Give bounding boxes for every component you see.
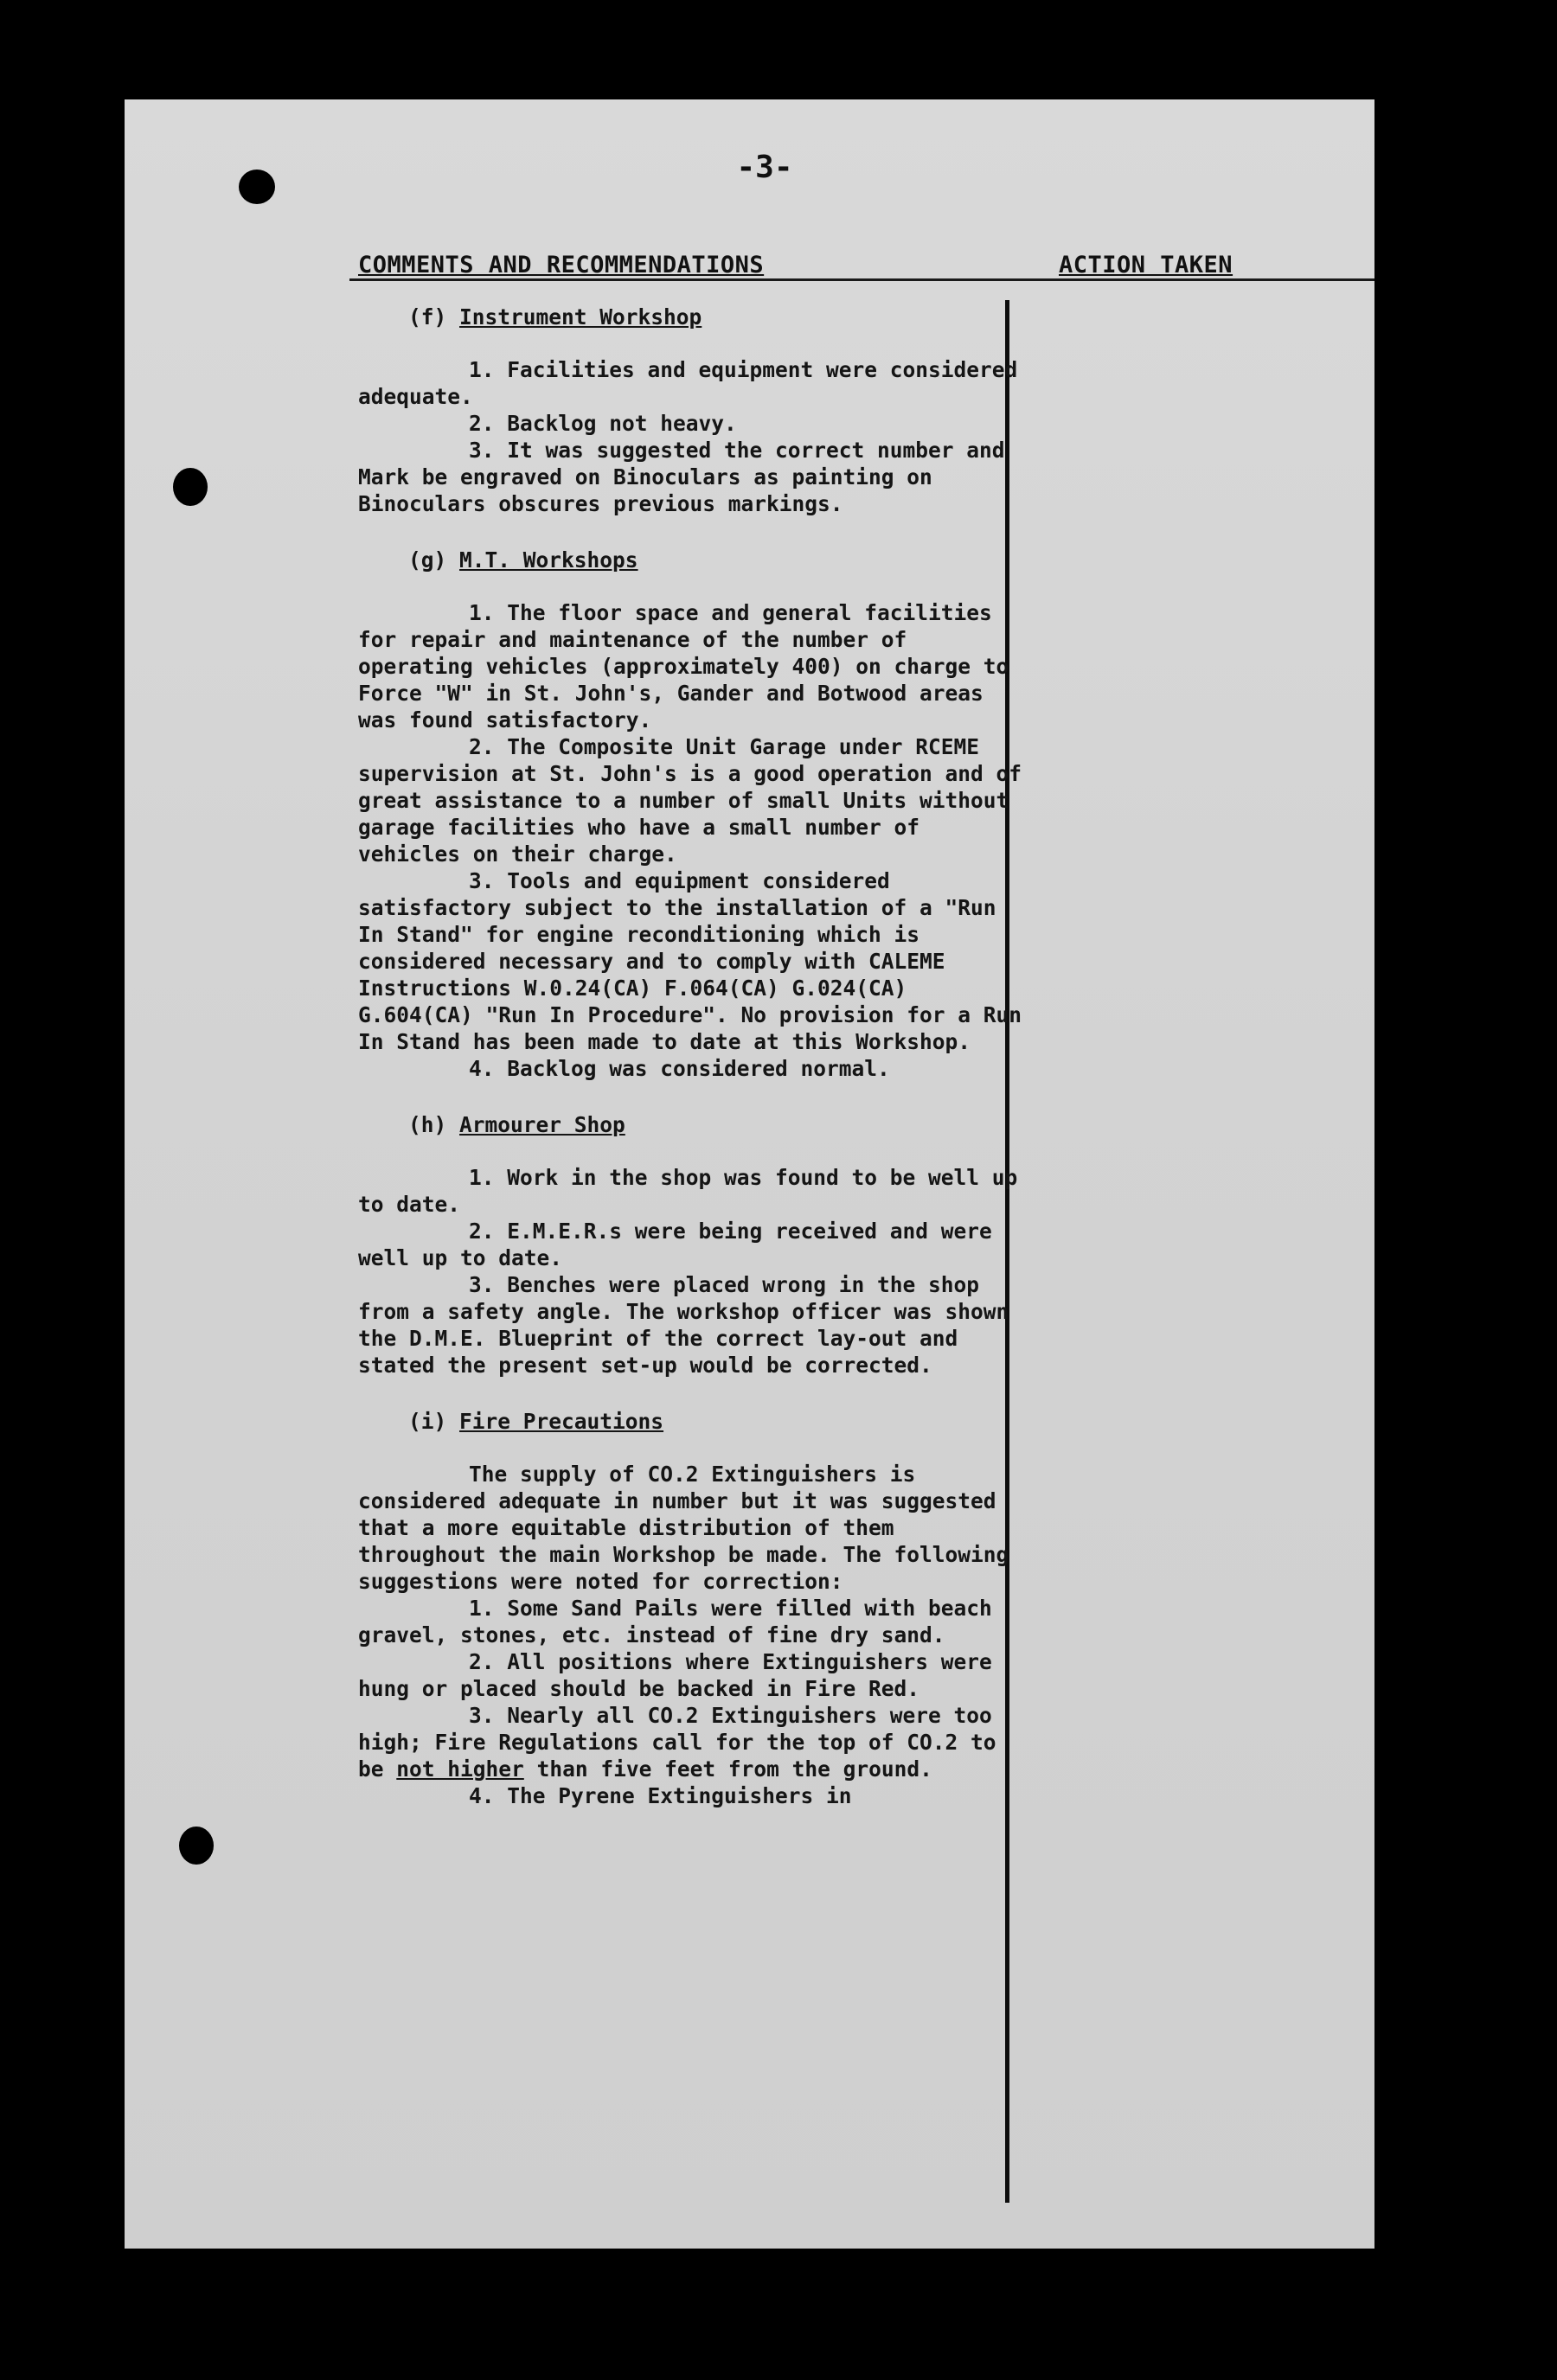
section-heading-h: [408, 1111, 1024, 1138]
paragraph: 2. The Composite Unit Garage under RCEME supervision at St. John's is a good operation and of great assistance to a number of small Units without garage facilities who have a small number of vehicles on their charge.: [358, 734, 1035, 867]
paragraph: 2. Backlog not heavy.: [469, 411, 737, 436]
paragraph: 3. It was suggested the correct number and Mark be engraved on Binoculars as painting on Binoculars obscures previous markings.: [358, 438, 1018, 516]
column-header-comments: COMMENTS AND RECOMMENDATIONS: [358, 252, 765, 278]
page-number: -3-: [736, 150, 793, 185]
paragraph: 1. The floor space and general facilities for repair and maintenance of the number of operating vehicles (approximately 400) on charge to Force "W" in St. John's, Gander and Botwood areas was found satisfactory.: [358, 600, 1022, 733]
paragraph: 3. Benches were placed wrong in the shop from a safety angle. The workshop officer was shown the D.M.E. Blueprint of the correct lay-out and stated the present set-up would be corrected.: [358, 1272, 1022, 1378]
section-title: Fire Precautions: [459, 1409, 664, 1434]
header-rule: [349, 278, 1374, 281]
paragraph: 2. All positions where Extinguishers were hung or placed should be backed in Fire Red.: [358, 1649, 1005, 1701]
paragraph: 3. Tools and equipment considered satisfactory subject to the installation of a "Run In Stand" for engine reconditioning which is considered necessary and to comply with CALEME Instructions W.0.24(CA) F.064(CA) G.024(CA) G.604(CA) "Run In Procedure". No provision for a Run In Stand has been made to date at this Workshop.: [358, 868, 1035, 1054]
paragraph: 1. Work in the shop was found to be well up to date.: [358, 1165, 1031, 1217]
section-heading-i: [408, 1408, 1024, 1435]
paragraph: 2. E.M.E.R.s were being received and were well up to date.: [358, 1219, 1005, 1270]
section-letter: (f): [408, 304, 447, 329]
section-title: M.T. Workshops: [459, 547, 638, 573]
paragraph: 4. The Pyrene Extinguishers in: [469, 1783, 852, 1808]
paragraph-intro: The supply of CO.2 Extinguishers is considered adequate in number but it was suggested that a more equitable distribution of them throughout the main Workshop be made. The following suggestions were noted for correction:: [358, 1462, 1022, 1594]
section-letter: (h): [408, 1112, 447, 1137]
punch-hole-middle: [173, 468, 208, 506]
section-letter: (g): [408, 547, 447, 573]
paragraph: 4. Backlog was considered normal.: [469, 1056, 890, 1081]
paragraph-text-tail: than five feet from the ground.: [536, 1756, 932, 1782]
section-heading-f: [408, 304, 1024, 330]
section-title: Armourer Shop: [459, 1112, 625, 1137]
column-header-action: ACTION TAKEN: [1059, 252, 1233, 278]
section-heading-g: [408, 547, 1024, 573]
paragraph: 1. Facilities and equipment were considered adequate.: [358, 357, 1031, 409]
punch-hole-bottom: [179, 1827, 214, 1865]
document-page: [125, 99, 1374, 2249]
emphasis-text: not higher: [396, 1756, 524, 1782]
paragraph: 1. Some Sand Pails were filled with beach gravel, stones, etc. instead of fine dry sand.: [358, 1596, 1005, 1647]
section-letter: (i): [408, 1409, 447, 1434]
section-title: Instrument Workshop: [459, 304, 702, 329]
comments-column: [358, 304, 1035, 1809]
paragraph: [358, 1702, 1024, 1782]
punch-hole-top: [239, 170, 275, 204]
paragraph-text: 3. Nearly all CO.2 Extinguishers were too high; Fire Regulations call for the top of CO.2 to be: [358, 1703, 1009, 1782]
